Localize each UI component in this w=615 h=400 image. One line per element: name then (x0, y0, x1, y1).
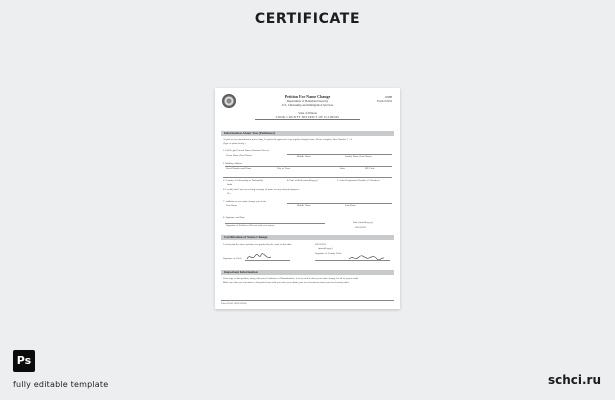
doc-form-number: Form N-652 (377, 99, 392, 103)
doc-service: U.S. Citizenship and Immigration Services (281, 103, 334, 107)
certificate-document (215, 88, 400, 309)
sig-judge-label: Signature of County Clerk (315, 252, 342, 255)
doc-state-label: State of Illinois (298, 111, 317, 115)
template-caption: fully editable template (13, 380, 109, 389)
clerk-sig-line (245, 260, 290, 261)
col-family-label: Family Name (Last Name) (345, 155, 372, 158)
item-4-label: 4. Date of Birth (mm/dd/yyyy) (287, 179, 318, 182)
doc-heading: Petition For Name Change (284, 94, 331, 99)
info-text: Your copy of this petition, along with your Certificate of Naturalization, is to be used to show your name change for all of your records. (223, 277, 359, 280)
sig-clerk-label: Signature of Clerk (223, 257, 242, 260)
item-1-label: 1. Full Legal Current Name (Surname/Given) (223, 149, 269, 152)
county-clerk-sig-line (315, 260, 390, 261)
item-3-label: 3. Country of Citizenship or Nationality (223, 179, 263, 182)
item-3-line (223, 177, 392, 178)
footer-line (221, 300, 394, 301)
photoshop-icon: Ps (13, 350, 35, 372)
cert-text: I certify that the above petition was granted by the court on this date: (223, 243, 292, 246)
info-text-2: Make sure that you remember to bring this form with you when you obtain your new documents from your local county office. (223, 281, 351, 284)
section-3-header: Important Information (221, 270, 394, 275)
page-title: CERTIFICATE (254, 11, 361, 27)
col-state-label: State (340, 167, 345, 170)
item-7-label: 7. Addition or new name change you desire (223, 200, 267, 203)
doc-court: COOK COUNTY DISTRICT OF ILLINOIS (255, 115, 360, 120)
site-name: schci.ru (547, 373, 601, 387)
dhs-seal-icon (222, 94, 236, 108)
doc-department: Department of Homeland Security (286, 99, 329, 103)
item-8-date: 09/18/2021 (355, 226, 367, 229)
item-8c-label: Date (mm/dd/yyyy) (353, 221, 373, 224)
footer-code: Form N-652 (09/19/2021) (221, 302, 248, 305)
intro-text: As part of my naturalization proceeding, I request the approval of my legally changed name. Please complete Item Number 1 – 8. (223, 138, 353, 141)
item-6b-value: Yes (227, 192, 231, 195)
intro-text-2: (Type or print clearly.) (223, 142, 246, 145)
section-2-header: Certification of Name Change (221, 235, 394, 240)
doc-form-code: OMB (385, 95, 392, 99)
item-5-label: 5. Alien Registration Number (A-Number) (337, 179, 380, 182)
section-1-header: Information About You (Petitioner) (221, 131, 394, 136)
item-6-label: 6. I certify that I am not seeking a change of name for any unlawful purpose. (223, 188, 300, 191)
col-middle-label: Middle Name (297, 155, 311, 158)
col-zip-label: ZIP Code (365, 167, 375, 170)
item-8b-label: Signature of Petitioner (Do not write new name) (226, 224, 275, 227)
item-8-label: 8. Signature and Date (223, 216, 245, 219)
item-2-label: 2. Mailing Address (223, 162, 243, 165)
item-1b-label: Given Name (First Name) (226, 154, 253, 157)
col-middle-2-label: Middle Name (297, 204, 311, 207)
item-3b-value: India (227, 183, 233, 186)
county-clerk-signature-icon (347, 253, 385, 263)
cert-date-label: (mm/dd/yyyy) (318, 247, 333, 250)
col-last-label: Last Name (345, 204, 356, 207)
item-7b-label: First Name (226, 204, 238, 207)
item-2b-label: Street Number and Name (226, 167, 252, 170)
col-city-label: City or Town (277, 167, 291, 170)
cert-date: 09/19/2021 (315, 243, 327, 246)
